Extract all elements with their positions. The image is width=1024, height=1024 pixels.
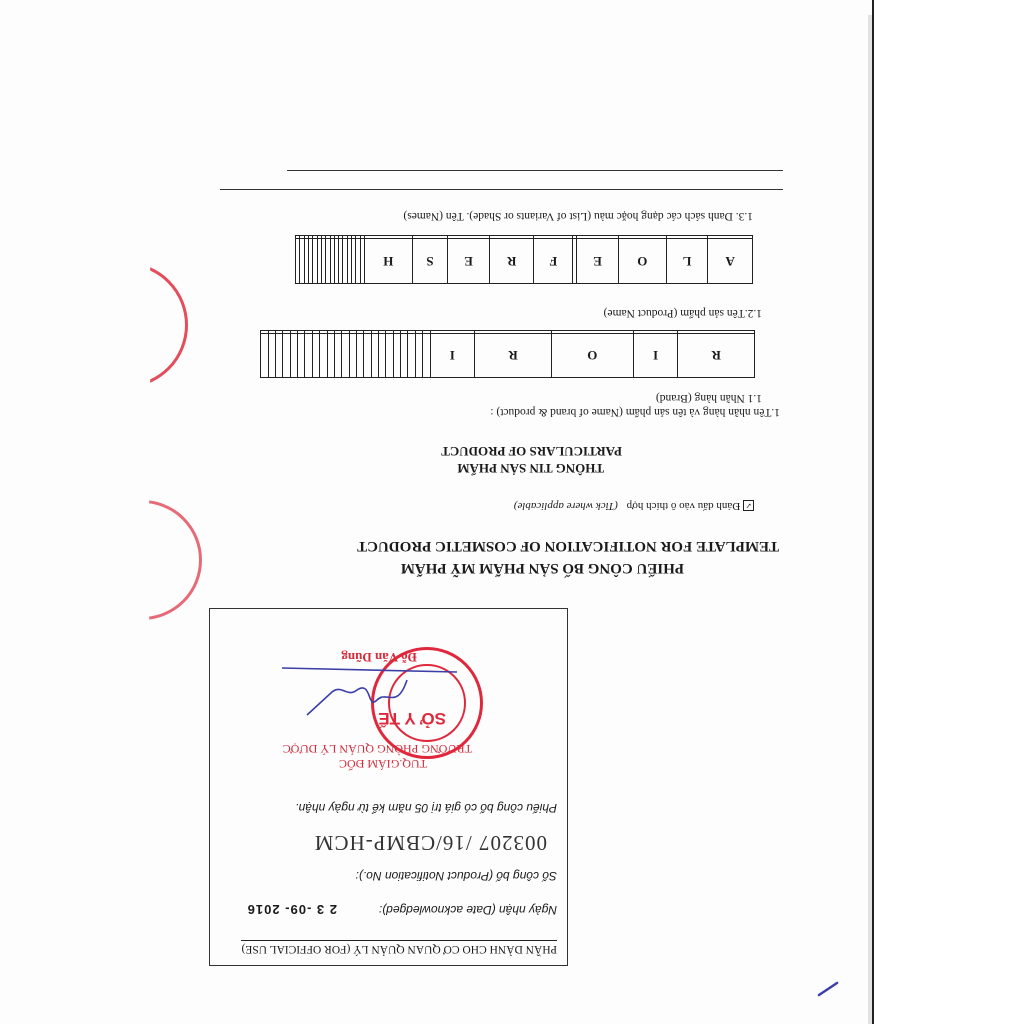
brand-cell-empty bbox=[408, 331, 415, 334]
product-name-cell bbox=[300, 238, 304, 283]
brand-cell bbox=[393, 333, 400, 377]
brand-cell bbox=[320, 333, 327, 377]
product-name-cell-empty bbox=[309, 236, 313, 239]
notification-number-label: Số công bố (Product Notification No.): bbox=[355, 869, 557, 883]
signatory-title-2: TRƯỞNG PHÒNG QUẢN LÝ DƯỢC bbox=[282, 742, 472, 756]
product-name-cell-empty bbox=[343, 236, 347, 239]
product-name-cell-empty bbox=[339, 236, 343, 239]
product-name-cell bbox=[356, 238, 360, 283]
variants-line-2 bbox=[287, 170, 783, 171]
brand-cell: R bbox=[678, 333, 755, 377]
product-name-cell bbox=[313, 238, 317, 283]
brand-cell-empty bbox=[415, 331, 422, 334]
product-name-cell-empty bbox=[321, 236, 325, 239]
brand-cell bbox=[305, 333, 312, 377]
brand-cell-empty bbox=[633, 331, 678, 334]
product-name-cell-empty bbox=[666, 236, 708, 239]
product-name-cell bbox=[352, 238, 356, 283]
brand-cell bbox=[290, 333, 297, 377]
product-name-cell bbox=[317, 238, 321, 283]
section-title-en: PARTICULARS OF PRODUCT bbox=[441, 444, 622, 459]
brand-cell-empty bbox=[386, 331, 393, 334]
product-name-cell: S bbox=[412, 238, 447, 283]
product-name-cell-empty bbox=[356, 236, 360, 239]
product-name-cell-empty bbox=[352, 236, 356, 239]
product-name-cell bbox=[309, 238, 313, 283]
brand-cell-empty bbox=[327, 331, 334, 334]
brand-cell bbox=[415, 333, 422, 377]
brand-cell bbox=[342, 333, 349, 377]
brand-cell-empty bbox=[356, 331, 363, 334]
title-vi: PHIẾU CÔNG BỐ SẢN PHẨM MỸ PHẨM bbox=[400, 560, 684, 576]
brand-cell bbox=[356, 333, 363, 377]
brand-cell-empty bbox=[393, 331, 400, 334]
variants-label: 1.3. Danh sách các dạng hoặc màu (List of Variants or Shade). Tên (Names) bbox=[403, 210, 753, 222]
brand-cell-empty bbox=[283, 331, 290, 334]
product-name-cell: A bbox=[708, 238, 753, 283]
brand-cell-empty bbox=[423, 331, 430, 334]
brand-cell-empty bbox=[298, 331, 305, 334]
title-en: TEMPLATE FOR NOTIFICATION OF COSMETIC PRODUCT bbox=[357, 538, 779, 554]
brand-cell: R bbox=[475, 333, 552, 377]
brand-cell-empty bbox=[312, 331, 319, 334]
brand-cell-empty bbox=[342, 331, 349, 334]
brand-cell-empty bbox=[276, 331, 283, 334]
brand-cell bbox=[349, 333, 356, 377]
brand-cell-empty bbox=[334, 331, 341, 334]
product-name-cell-empty bbox=[330, 236, 334, 239]
brand-cell-empty bbox=[290, 331, 297, 334]
product-name-cell bbox=[360, 238, 364, 283]
brand-cell bbox=[423, 333, 430, 377]
product-name-cell: F bbox=[534, 238, 573, 283]
product-name-cell bbox=[326, 238, 330, 283]
brand-grid bbox=[260, 330, 755, 378]
product-name-cell: E bbox=[577, 238, 619, 283]
brand-cell-empty bbox=[678, 331, 755, 334]
product-name-cell-empty bbox=[300, 236, 304, 239]
brand-cell bbox=[276, 333, 283, 377]
brand-cell: O bbox=[551, 333, 633, 377]
brand-cell bbox=[334, 333, 341, 377]
product-name-grid bbox=[295, 235, 753, 284]
product-name-cell bbox=[334, 238, 338, 283]
product-name-cell-empty bbox=[572, 236, 576, 239]
product-name-cell bbox=[572, 238, 576, 283]
validity-note: Phiếu công bố có giá trị 05 năm kể từ ngày nhận. bbox=[295, 801, 557, 815]
brand-cell bbox=[261, 333, 269, 377]
product-name-cell: R bbox=[489, 238, 534, 283]
product-name-cell-empty bbox=[347, 236, 351, 239]
product-name-cell-empty bbox=[708, 236, 753, 239]
brand-cell-empty bbox=[261, 331, 269, 334]
checkbox-icon[interactable]: ✓ bbox=[743, 500, 754, 511]
stamp-center-text: SỞ Y TẾ bbox=[378, 709, 446, 728]
brand-cell bbox=[283, 333, 290, 377]
official-use-title: PHẦN DÀNH CHO CƠ QUAN QUẢN LÝ (FOR OFFICIAL USE) bbox=[241, 940, 557, 955]
tick-note-en: (Tick where applicable) bbox=[513, 500, 618, 512]
product-name-cell-empty bbox=[304, 236, 308, 239]
brand-cell: I bbox=[430, 333, 475, 377]
product-name-cell-empty bbox=[412, 236, 447, 239]
product-name-cell-empty bbox=[448, 236, 490, 239]
product-name-cell-empty bbox=[317, 236, 321, 239]
brand-cell: I bbox=[633, 333, 678, 377]
signatory-title-1: TUQ.GIÁM ĐỐC bbox=[339, 757, 427, 771]
brand-cell-empty bbox=[401, 331, 408, 334]
brand-cell-empty bbox=[430, 331, 475, 334]
product-name-cell-empty bbox=[334, 236, 338, 239]
brand-cell bbox=[386, 333, 393, 377]
product-name-cell bbox=[343, 238, 347, 283]
brand-cell-empty bbox=[379, 331, 386, 334]
product-name-cell-empty bbox=[618, 236, 666, 239]
product-name-cell bbox=[304, 238, 308, 283]
product-name-label: 1.2.Tên sản phẩm (Product Name) bbox=[603, 307, 762, 319]
brand-cell bbox=[379, 333, 386, 377]
tick-note-row bbox=[514, 500, 754, 512]
product-name-cell: L bbox=[666, 238, 708, 283]
section-1-label: 1.Tên nhãn hàng và tên sản phẩm (Name of brand & product) : bbox=[490, 406, 780, 418]
brand-cell bbox=[298, 333, 305, 377]
brand-cell-empty bbox=[364, 331, 371, 334]
brand-cell bbox=[327, 333, 334, 377]
brand-cell-empty bbox=[320, 331, 327, 334]
product-name-cell-empty bbox=[360, 236, 364, 239]
product-name-cell bbox=[330, 238, 334, 283]
product-name-cell: H bbox=[364, 238, 412, 283]
notification-number-value: 003207 /16/CBMP-HCM bbox=[313, 831, 547, 855]
product-name-cell-empty bbox=[489, 236, 534, 239]
product-name-cell: E bbox=[448, 238, 490, 283]
product-name-cell bbox=[339, 238, 343, 283]
official-use-box bbox=[209, 608, 568, 966]
brand-cell-empty bbox=[551, 331, 633, 334]
product-name-cell-empty bbox=[313, 236, 317, 239]
brand-label: 1.1 Nhãn hàng (Brand) bbox=[655, 392, 762, 404]
signatory-name: Đỗ Văn Dũng bbox=[341, 650, 417, 665]
brand-cell-empty bbox=[349, 331, 356, 334]
tick-note: Đánh dấu vào ô thích hợp bbox=[626, 500, 741, 512]
section-title-vi: THÔNG TIN SẢN PHẨM bbox=[457, 461, 604, 476]
product-name-cell-empty bbox=[577, 236, 619, 239]
date-acknowledged-label: Ngày nhận (Date acknowledged): bbox=[378, 903, 557, 917]
product-name-cell: O bbox=[618, 238, 666, 283]
brand-cell-empty bbox=[268, 331, 275, 334]
brand-cell bbox=[268, 333, 275, 377]
product-name-cell bbox=[321, 238, 325, 283]
product-name-cell-empty bbox=[296, 236, 300, 239]
brand-cell bbox=[371, 333, 378, 377]
product-name-cell-empty bbox=[326, 236, 330, 239]
brand-cell-empty bbox=[475, 331, 552, 334]
brand-cell-empty bbox=[305, 331, 312, 334]
date-acknowledged-value: 2 3 -09- 2016 bbox=[246, 902, 337, 917]
brand-cell bbox=[364, 333, 371, 377]
brand-cell bbox=[312, 333, 319, 377]
product-name-cell bbox=[347, 238, 351, 283]
brand-cell-empty bbox=[371, 331, 378, 334]
variants-line-1 bbox=[220, 189, 783, 190]
product-name-cell bbox=[296, 238, 300, 283]
product-name-cell-empty bbox=[364, 236, 412, 239]
brand-cell bbox=[401, 333, 408, 377]
signature bbox=[277, 665, 467, 720]
product-name-cell-empty bbox=[534, 236, 573, 239]
brand-cell bbox=[408, 333, 415, 377]
